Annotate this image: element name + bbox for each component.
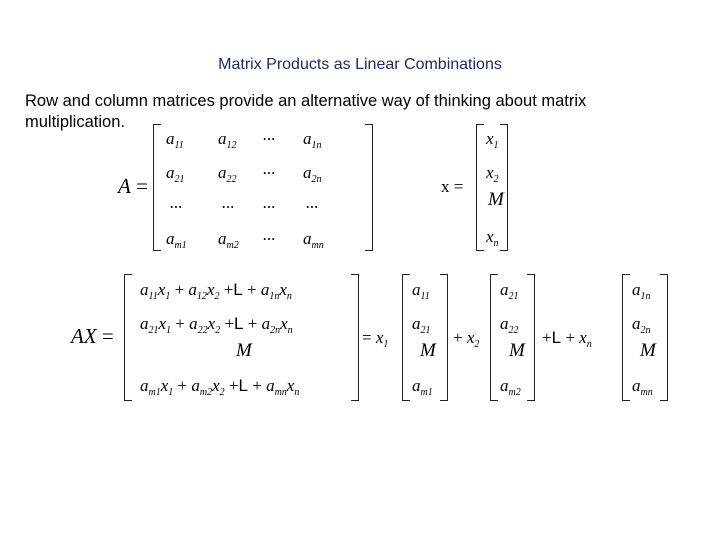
entry-xn: $x_n$ bbox=[486, 227, 499, 249]
a-equals-label: A = bbox=[118, 174, 148, 198]
ax-row-1: $a_{11}x_1 + a_{12}x_2 +L + a_{1n}x_n$ bbox=[140, 280, 292, 302]
ax-right-bracket bbox=[351, 274, 359, 401]
dots-r3c3: ... bbox=[263, 193, 276, 212]
entry-am2: $a_{m2}$ bbox=[218, 229, 239, 251]
dots-r3c1: ... bbox=[170, 193, 183, 212]
col2-left-bracket bbox=[490, 274, 498, 401]
coln-right-bracket bbox=[660, 274, 668, 401]
coln-entry-amn: $a_{mn}$ bbox=[632, 376, 653, 398]
entry-a2n: $a_{2n}$ bbox=[303, 163, 322, 185]
ax-left-bracket bbox=[124, 274, 132, 401]
ax-vertical-dots: M bbox=[236, 340, 252, 361]
coln-vertical-dots: M bbox=[640, 340, 656, 361]
vertical-dots-x: M bbox=[488, 189, 504, 210]
x-equals-label: x = bbox=[441, 177, 464, 196]
entry-a21: $a_{21}$ bbox=[166, 163, 185, 185]
coln-entry-a2n: $a_{2n}$ bbox=[632, 314, 651, 336]
dots-r2: ... bbox=[263, 159, 276, 178]
col2-vertical-dots: M bbox=[509, 340, 525, 361]
col2-entry-am2: $a_{m2}$ bbox=[500, 376, 521, 398]
col1-right-bracket bbox=[440, 274, 448, 401]
entry-a1n: $a_{1n}$ bbox=[303, 129, 322, 151]
col1-entry-am1: $a_{m1}$ bbox=[412, 376, 433, 398]
ax-row-2: $a_{21}x_1 + a_{22}x_2 +L + a_{2n}x_n$ bbox=[140, 314, 293, 336]
slide-title: Matrix Products as Linear Combinations bbox=[218, 56, 502, 73]
ax-equals-label: AX = bbox=[71, 324, 114, 348]
entry-amn: $a_{mn}$ bbox=[303, 229, 324, 251]
entry-a11: $a_{11}$ bbox=[166, 129, 184, 151]
intro-text: Row and column matrices provide an alternative way of thinking about matrix multiplication. bbox=[25, 92, 587, 131]
col2-entry-a22: $a_{22}$ bbox=[500, 314, 519, 336]
entry-x1: $x_1$ bbox=[486, 129, 499, 151]
entry-x2: $x_2$ bbox=[486, 163, 499, 185]
vector-x-right-bracket bbox=[500, 124, 508, 251]
entry-a12: $a_{12}$ bbox=[218, 129, 237, 151]
ax-row-m: $a_{m1}x_1 + a_{m2}x_2 +L + a_{mn}x_n$ bbox=[140, 376, 300, 398]
col1-vertical-dots: M bbox=[420, 340, 436, 361]
plus-x2-term: + $x_2$ bbox=[453, 328, 480, 350]
matrix-a-left-bracket bbox=[153, 124, 161, 251]
plus-l-xn-term: $+L + x_n$ bbox=[542, 328, 592, 350]
coln-left-bracket bbox=[622, 274, 630, 401]
col1-left-bracket bbox=[402, 274, 410, 401]
col2-entry-a21: $a_{21}$ bbox=[500, 280, 519, 302]
coln-entry-a1n: $a_{1n}$ bbox=[632, 280, 651, 302]
vector-x-left-bracket bbox=[476, 124, 484, 251]
dots-r3c2: ... bbox=[222, 193, 235, 212]
col1-entry-a21: $a_{21}$ bbox=[412, 314, 431, 336]
dots-r1: ... bbox=[263, 125, 276, 144]
equals-x1-term: = $x_1$ bbox=[362, 328, 389, 350]
dots-r3c4: ... bbox=[306, 193, 319, 212]
entry-a22: $a_{22}$ bbox=[218, 163, 237, 185]
col2-right-bracket bbox=[527, 274, 535, 401]
entry-am1: $a_{m1}$ bbox=[166, 229, 187, 251]
col1-entry-a11: $a_{11}$ bbox=[412, 280, 430, 302]
dots-r4: ... bbox=[263, 225, 276, 244]
matrix-a-right-bracket bbox=[365, 124, 373, 251]
